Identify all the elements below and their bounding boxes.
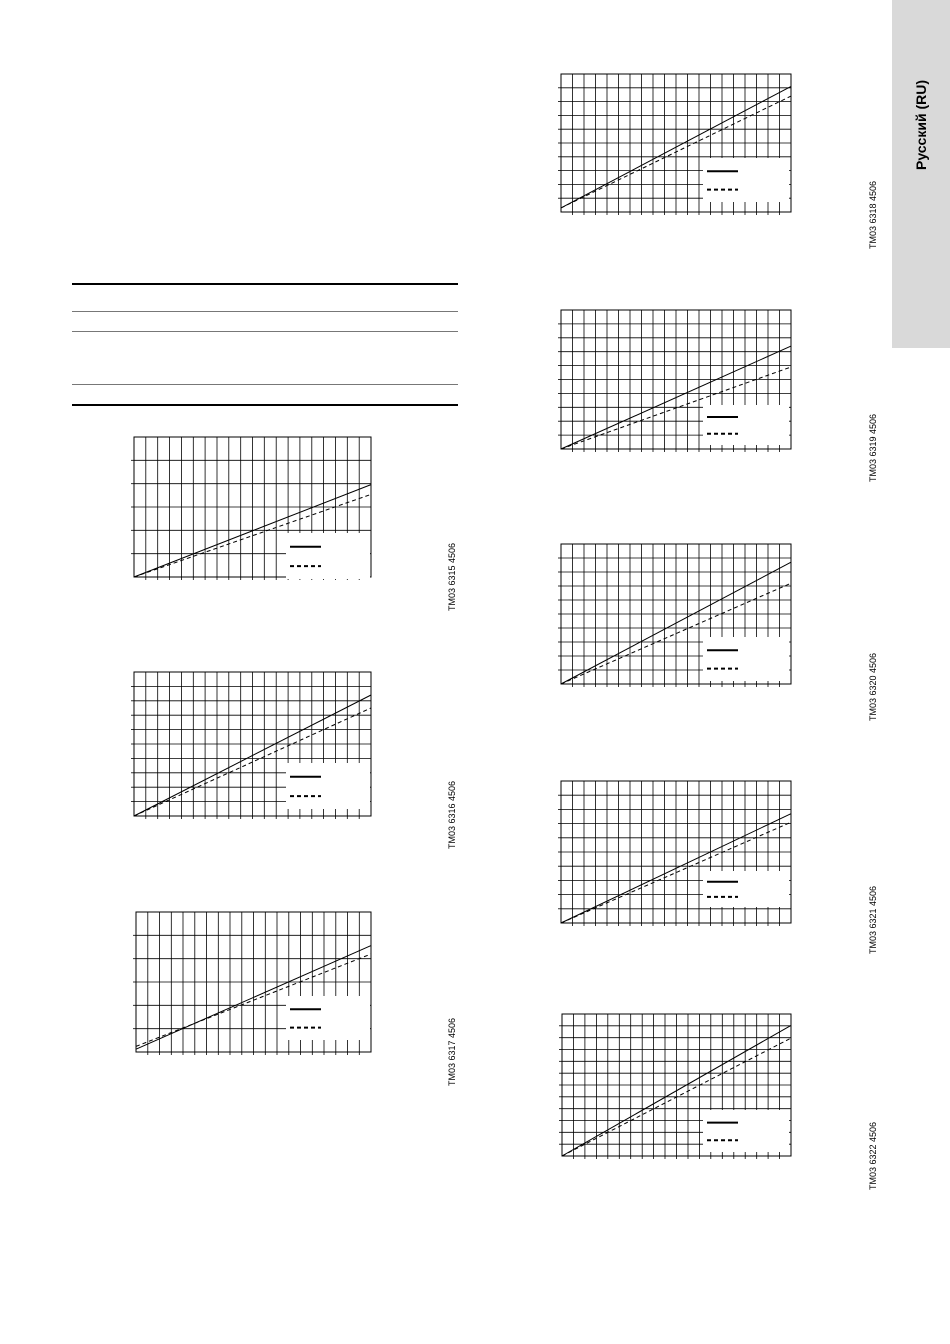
figure-code: TM03 6319 4506 (868, 413, 878, 483)
legend-box (286, 533, 370, 579)
table-bottom-rule (72, 404, 458, 406)
performance-chart (561, 310, 791, 449)
performance-chart (561, 74, 791, 212)
figure-code: TM03 6318 4506 (868, 180, 878, 250)
legend-box (286, 996, 370, 1040)
legend-box (703, 871, 789, 907)
table-top-rule (72, 283, 458, 285)
legend-box (286, 763, 370, 809)
performance-chart (136, 912, 371, 1052)
performance-chart (134, 437, 371, 577)
legend-box (703, 158, 789, 202)
performance-chart (561, 781, 791, 923)
legend-box (703, 637, 789, 681)
table-rule (72, 311, 458, 312)
language-side-tab (892, 0, 950, 348)
figure-code: TM03 6316 4506 (447, 780, 457, 850)
language-label: Русский (RU) (913, 79, 929, 171)
performance-chart (561, 544, 791, 684)
table-rule (72, 384, 458, 385)
legend-box (703, 405, 789, 445)
performance-chart (562, 1014, 791, 1156)
figure-code: TM03 6322 4506 (868, 1121, 878, 1191)
legend-box (703, 1110, 789, 1152)
table-rule (72, 331, 458, 332)
figure-code: TM03 6317 4506 (447, 1017, 457, 1087)
figure-code: TM03 6315 4506 (447, 542, 457, 612)
performance-chart (134, 672, 371, 816)
figure-code: TM03 6321 4506 (868, 885, 878, 955)
figure-code: TM03 6320 4506 (868, 652, 878, 722)
